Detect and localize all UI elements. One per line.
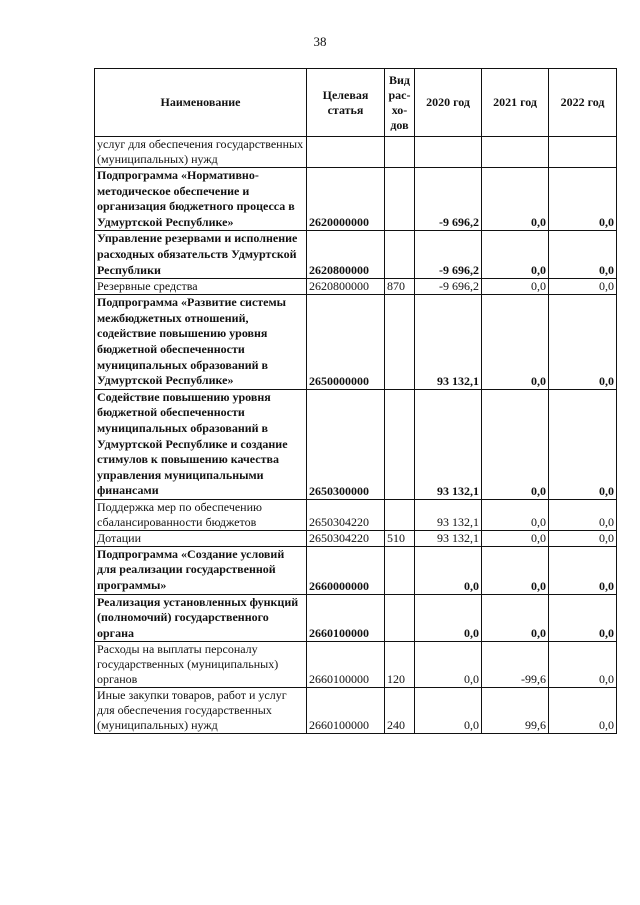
row-target-code: 2650304220 (307, 499, 385, 530)
row-expense-kind (385, 389, 415, 499)
table-row (95, 168, 617, 231)
header-2022: 2022 год (549, 69, 617, 137)
table-row (95, 688, 617, 734)
row-target-code: 2650304220 (307, 530, 385, 546)
header-2020: 2020 год (415, 69, 482, 137)
table-header-row (95, 69, 617, 137)
header-name: Наименование (95, 69, 307, 137)
row-expense-kind (385, 168, 415, 231)
row-value-2021: 99,6 (482, 688, 549, 734)
row-target-code: 2650000000 (307, 295, 385, 390)
row-value-2021 (482, 137, 549, 168)
row-expense-kind (385, 231, 415, 279)
row-name: Содействие повышению уровня бюджетной обеспеченности муниципальных образований в Удмуртской Республике и создание стимулов к повышению качества управления муниципальными финансами (95, 389, 307, 499)
row-value-2021: 0,0 (482, 279, 549, 295)
row-value-2021: 0,0 (482, 594, 549, 642)
row-value-2021: 0,0 (482, 389, 549, 499)
budget-table (94, 68, 617, 734)
row-target-code: 2650300000 (307, 389, 385, 499)
row-name: Расходы на выплаты персоналу государственных (муниципальных) органов (95, 642, 307, 688)
row-target-code: 2660100000 (307, 642, 385, 688)
row-expense-kind: 240 (385, 688, 415, 734)
row-expense-kind (385, 499, 415, 530)
row-target-code: 2620000000 (307, 168, 385, 231)
row-name: Подпрограмма «Нормативно-методическое обеспечение и организация бюджетного процесса в Удмуртской Республике» (95, 168, 307, 231)
row-value-2021: 0,0 (482, 530, 549, 546)
table-row (95, 499, 617, 530)
row-value-2021: 0,0 (482, 546, 549, 594)
row-value-2020: 0,0 (415, 642, 482, 688)
row-value-2021: 0,0 (482, 231, 549, 279)
row-value-2022: 0,0 (549, 295, 617, 390)
table-row (95, 594, 617, 642)
table-row (95, 389, 617, 499)
table-row (95, 642, 617, 688)
row-value-2020: 0,0 (415, 546, 482, 594)
row-value-2020: -9 696,2 (415, 168, 482, 231)
row-name: Подпрограмма «Развитие системы межбюджетных отношений, содействие повышению уровня бюджетной обеспеченности муниципальных образований в Удмуртской Республике» (95, 295, 307, 390)
table-row (95, 137, 617, 168)
row-name: Иные закупки товаров, работ и услуг для обеспечения государственных (муниципальных) нужд (95, 688, 307, 734)
header-kind: Вид рас-хо-дов (385, 69, 415, 137)
row-value-2021: 0,0 (482, 295, 549, 390)
row-value-2020: -9 696,2 (415, 279, 482, 295)
row-value-2022: 0,0 (549, 530, 617, 546)
row-expense-kind: 510 (385, 530, 415, 546)
table-row (95, 530, 617, 546)
row-value-2022: 0,0 (549, 594, 617, 642)
row-expense-kind (385, 295, 415, 390)
row-name: Поддержка мер по обеспечению сбалансированности бюджетов (95, 499, 307, 530)
row-value-2021: 0,0 (482, 499, 549, 530)
row-name: Реализация установленных функций (полномочий) государственного органа (95, 594, 307, 642)
header-2021: 2021 год (482, 69, 549, 137)
row-value-2022: 0,0 (549, 642, 617, 688)
row-target-code: 2660100000 (307, 594, 385, 642)
row-expense-kind (385, 594, 415, 642)
row-value-2020: 93 132,1 (415, 499, 482, 530)
row-target-code: 2620800000 (307, 279, 385, 295)
header-target: Целевая статья (307, 69, 385, 137)
row-value-2022: 0,0 (549, 389, 617, 499)
row-value-2020: 0,0 (415, 688, 482, 734)
table-row (95, 546, 617, 594)
row-name: Резервные средства (95, 279, 307, 295)
row-value-2022: 0,0 (549, 499, 617, 530)
row-target-code (307, 137, 385, 168)
table-row (95, 295, 617, 390)
row-value-2020: 93 132,1 (415, 530, 482, 546)
row-value-2020: -9 696,2 (415, 231, 482, 279)
row-name: Дотации (95, 530, 307, 546)
row-expense-kind (385, 546, 415, 594)
row-expense-kind (385, 137, 415, 168)
row-name: услуг для обеспечения государственных (муниципальных) нужд (95, 137, 307, 168)
row-target-code: 2660100000 (307, 688, 385, 734)
row-value-2022 (549, 137, 617, 168)
row-value-2022: 0,0 (549, 168, 617, 231)
table-row (95, 279, 617, 295)
page-number: 38 (313, 34, 327, 49)
row-value-2020: 0,0 (415, 594, 482, 642)
row-value-2020: 93 132,1 (415, 295, 482, 390)
table-row (95, 231, 617, 279)
row-value-2021: 0,0 (482, 168, 549, 231)
row-value-2022: 0,0 (549, 688, 617, 734)
row-value-2022: 0,0 (549, 546, 617, 594)
row-value-2022: 0,0 (549, 231, 617, 279)
row-target-code: 2620800000 (307, 231, 385, 279)
row-expense-kind: 870 (385, 279, 415, 295)
row-value-2020 (415, 137, 482, 168)
row-expense-kind: 120 (385, 642, 415, 688)
row-name: Управление резервами и исполнение расходных обязательств Удмуртской Республики (95, 231, 307, 279)
row-value-2021: -99,6 (482, 642, 549, 688)
row-name: Подпрограмма «Создание условий для реализации государственной программы» (95, 546, 307, 594)
row-value-2020: 93 132,1 (415, 389, 482, 499)
row-target-code: 2660000000 (307, 546, 385, 594)
row-value-2022: 0,0 (549, 279, 617, 295)
